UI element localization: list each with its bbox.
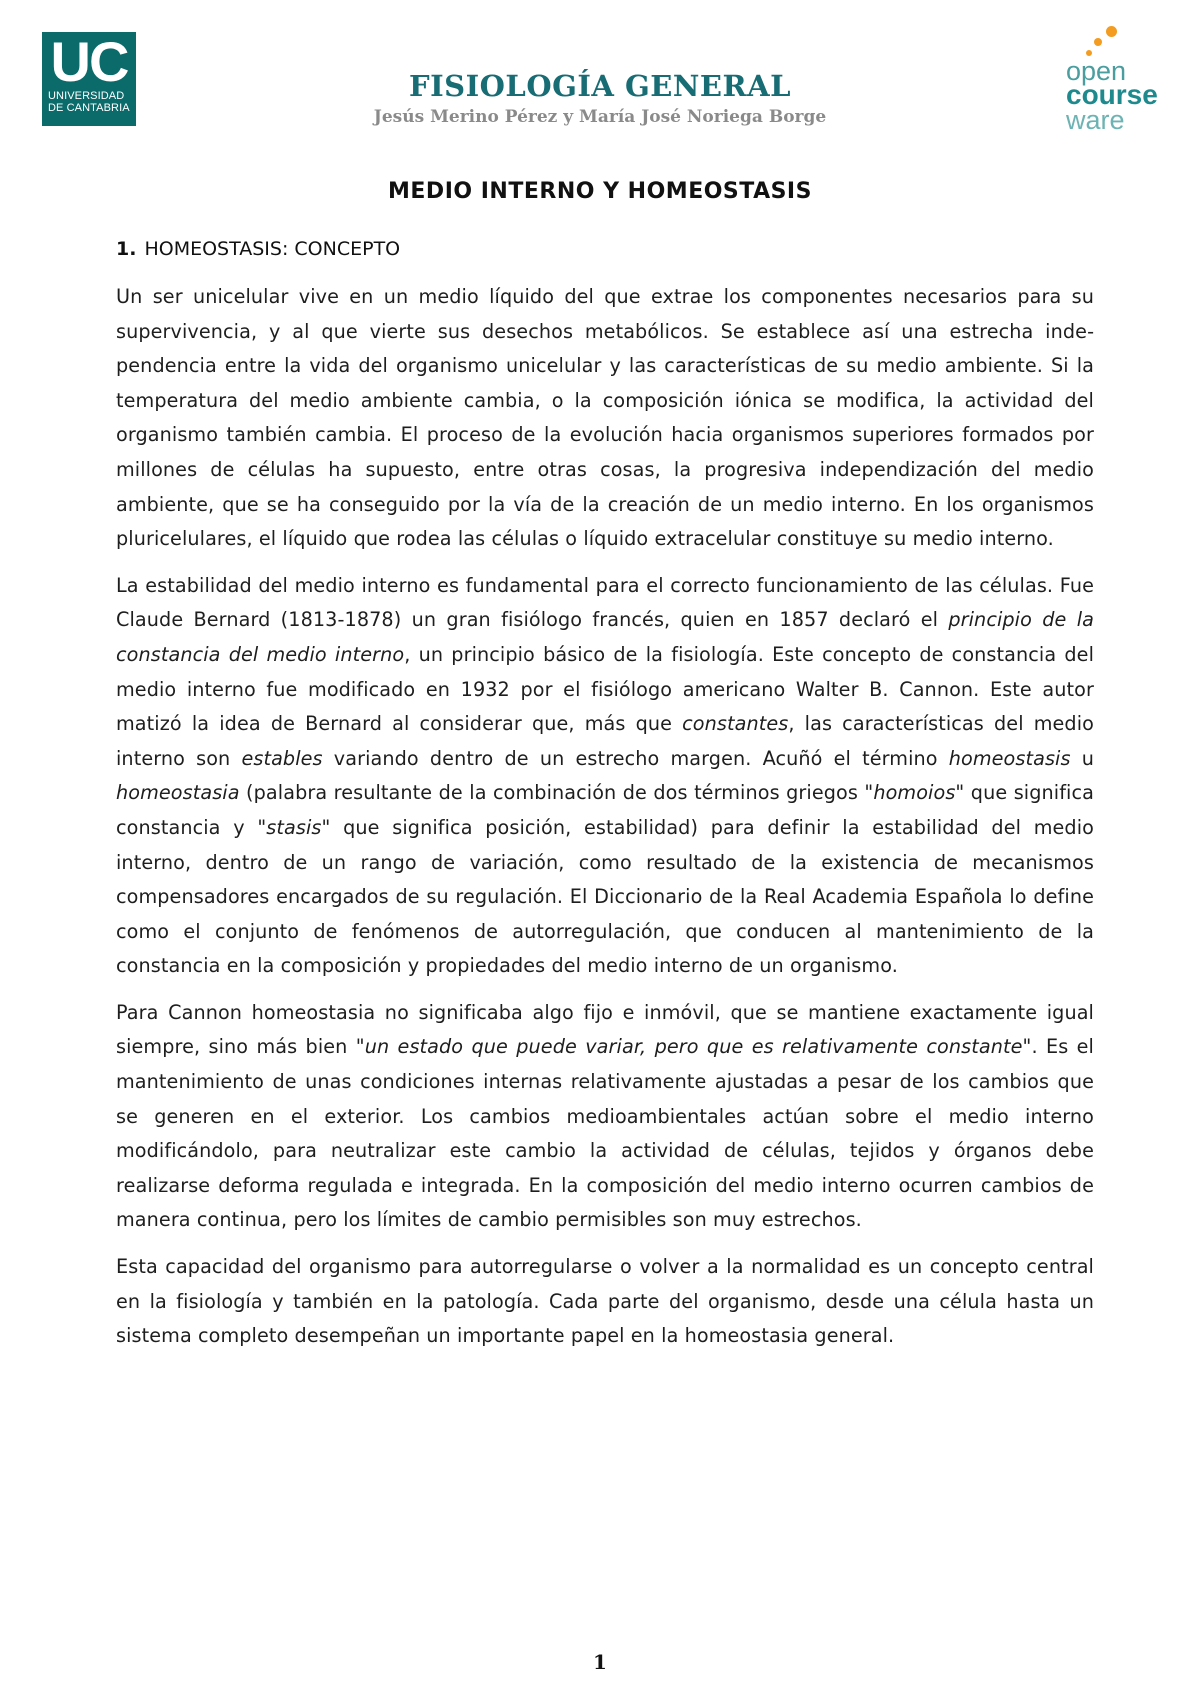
section-heading [116, 236, 400, 262]
course-title: FISIOLOGÍA GENERAL [409, 69, 791, 103]
document-title: MEDIO INTERNO Y HOMEOSTASIS [388, 179, 812, 204]
emphasis: homeostasia [116, 781, 240, 805]
emphasis: principio de la constancia del medio interno [116, 608, 1094, 666]
ocw-logo-open: open [1066, 56, 1127, 86]
uc-logo-line-1: UNIVERSIDAD [48, 90, 125, 102]
emphasis: estables [241, 746, 323, 770]
paragraph: Esta capacidad del organismo para autorregularse o volver a la normalidad es un concepto central en la fisiología y también en la patología. Cada parte del organismo, desde una célula hasta un sistema completo desempeñan un importante papel en la homeostasia general. [116, 1255, 1094, 1348]
paragraph: La estabilidad del medio interno es fundamental para el correcto funcionamiento de las células. Fue Claude Bernard (1813-1878) un gran fisiólogo francés, quien en 1857 declaró el principio de la constancia del medio interno, un principio básico de la fisiología. Este concepto de constancia del medio interno fue modificado en 1932 por el fisiólogo americano Walter B. Cannon. Este autor matizó la idea de Bernard al considerar que, más que constantes, las características del medio interno son estables variando dentro de un estrecho margen. Acuñó el término homeostasis u homeostasia (palabra resultante de la combinación de dos términos griegos "homoios" que significa constancia y "stasis" que significa posición, estabilidad) para definir la estabilidad del medio interno, dentro de un rango de variación, como resultado de la existencia de mecanismos compensadores encargados de su regulación. El Diccionario de la Real Academia Española lo define como el conjunto de fenómenos de autorregulación, que conducen al mantenimiento de la constancia en la composición y propiedades del medio interno de un organismo. [116, 573, 1095, 978]
page-number: 1 [593, 1650, 607, 1674]
ocw-logo-dot [1106, 26, 1117, 37]
emphasis: "un estado que puede variar, pero que es relativamente constante" [355, 1035, 1032, 1059]
paragraph: Para Cannon homeostasia no significaba algo fijo e inmóvil, que se mantiene exactamente igual siempre, sino más bien "un estado que puede variar, pero que es relativamente constante". Es el mantenimiento de unas condiciones internas relativamente ajustadas a pesar de los cambios que se generen en el exterior. Los cambios medioambientales actúan sobre el medio interno modificándolo, para neutralizar este cambio la actividad de células, tejidos y órganos debe realizarse deforma regulada e integrada. En la composición del medio interno ocurren cambios de manera continua, pero los límites de cambio permisibles son muy estrechos. [116, 1000, 1094, 1232]
emphasis: constantes [682, 712, 789, 736]
section-heading-text: HOMEOSTASIS: CONCEPTO [144, 238, 401, 260]
ocw-logo [1054, 22, 1174, 142]
document-body [116, 280, 1094, 1366]
course-authors: Jesús Merino Pérez y María José Noriega Borge [373, 107, 827, 127]
uc-logo-letters: UC [50, 30, 128, 93]
emphasis: "stasis" [257, 815, 331, 839]
emphasis: "homoios" [864, 781, 965, 805]
paragraph: Un ser unicelular vive en un medio líquido del que extrae los componentes necesarios para su supervivencia, y al que vierte sus desechos metabólicos. Se establece así una estrecha independencia entre la vida del organismo unicelular y las características de su medio ambiente. Si la temperatura del medio ambiente cambia, o la composición iónica se modifica, la actividad del organismo también cambia. El proceso de la evolución hacia organismos superiores formados por millones de células ha supuesto, entre otras cosas, la progresiva independización del medio ambiente, que se ha conseguido por la vía de la creación de un medio interno. En los organismos pluricelulares, el líquido que rodea las células o líquido extracelular constituye su medio interno. [116, 285, 1094, 551]
section-number: 1. [116, 238, 137, 260]
emphasis: homeostasis [948, 746, 1071, 770]
ocw-logo-ware: ware [1066, 105, 1125, 135]
ocw-logo-course: course [1066, 79, 1158, 110]
uc-logo-line-2: DE CANTABRIA [48, 102, 130, 114]
ocw-logo-dot [1094, 38, 1102, 46]
